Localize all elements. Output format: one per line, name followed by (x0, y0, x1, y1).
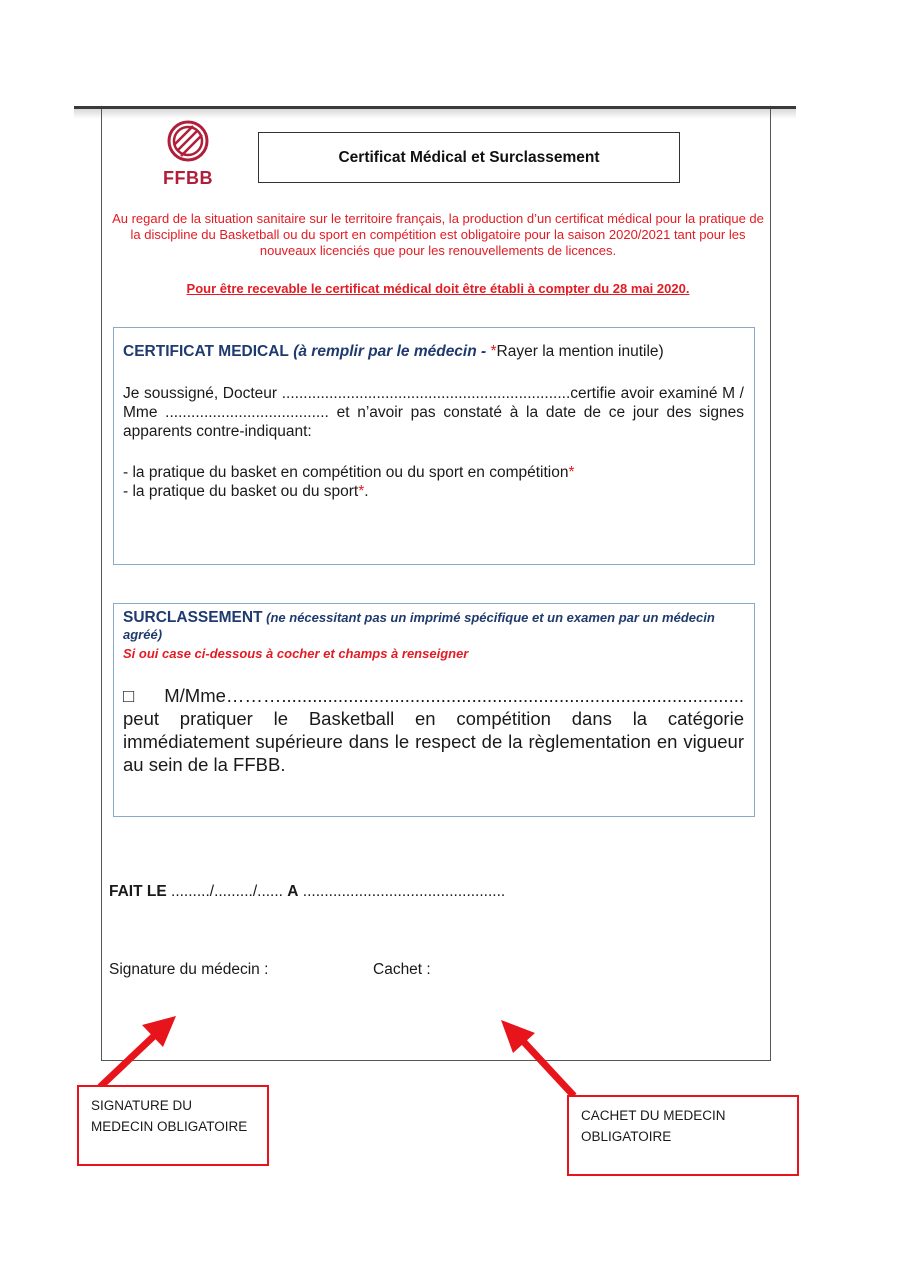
certificat-heading-title: CERTIFICAT MEDICAL (123, 343, 289, 360)
cachet-callout: CACHET DU MEDECIN OBLIGATOIRE (567, 1095, 799, 1176)
signature-callout: SIGNATURE DU MEDECIN OBLIGATOIRE (77, 1085, 269, 1166)
surclassement-instruction: Si oui case ci-dessous à cocher et champs à renseigner (123, 646, 469, 661)
list-item: - la pratique du basket en compétition ou du sport en compétition* (123, 464, 575, 481)
logo-text: FFBB (163, 168, 213, 188)
validity-notice: Pour être recevable le certificat médical doit être établi à compter du 28 mai 2020. (186, 281, 690, 296)
list-item: - la pratique du basket ou du sport*. (123, 483, 369, 500)
asterisk-mark: * (490, 343, 497, 360)
certificat-body: Je soussigné, Docteur ...................................................................certifie avoir examiné M / Mme ...................................... et n’avoir pas constaté à la date de ce jour des signes apparents contre-indiquant: (123, 385, 744, 440)
document-title: Certificat Médical et Surclassement (258, 132, 680, 183)
surclassement-note: (ne nécessitant pas un imprimé spécifique et un examen par un médecin agréé) (123, 610, 715, 642)
a-label: A (287, 883, 299, 900)
fait-le-label: FAIT LE (109, 883, 167, 900)
surclassement-heading (123, 609, 744, 643)
certificat-heading-note: Rayer la mention inutile) (496, 343, 664, 360)
surclassement-text: M/Mme……….......................................................................................... peut pratiquer le Basketball en compétition dans la catégorie immédiatement supérieure dans le respect de la règlementation en vigueur au sein de la FFBB. (123, 685, 744, 775)
certificat-medical-box (113, 327, 755, 565)
certificat-heading (123, 343, 748, 361)
place-blank: ............................................... (298, 883, 506, 900)
signature-label: Signature du médecin : (109, 961, 269, 978)
date-blank: ........./........./...... (166, 883, 288, 900)
surclassement-checkbox[interactable]: □ (123, 685, 147, 706)
surclassement-body (123, 684, 744, 776)
certificat-heading-italic: (à remplir par le médecin - (293, 343, 487, 360)
cachet-label: Cachet : (373, 961, 431, 978)
fait-le-line (109, 883, 505, 901)
surclassement-title: SURCLASSEMENT (123, 609, 263, 626)
contre-indication-list (123, 463, 744, 501)
sanitary-notice: Au regard de la situation sanitaire sur le territoire français, la production d’un certificat médical pour la pratique de la discipline du Basketball ou du sport en compétition est obligatoire pour la saison 2020/2021 tant pour les nouveaux licenciés que pour les renouvellements de licences. (112, 211, 764, 258)
